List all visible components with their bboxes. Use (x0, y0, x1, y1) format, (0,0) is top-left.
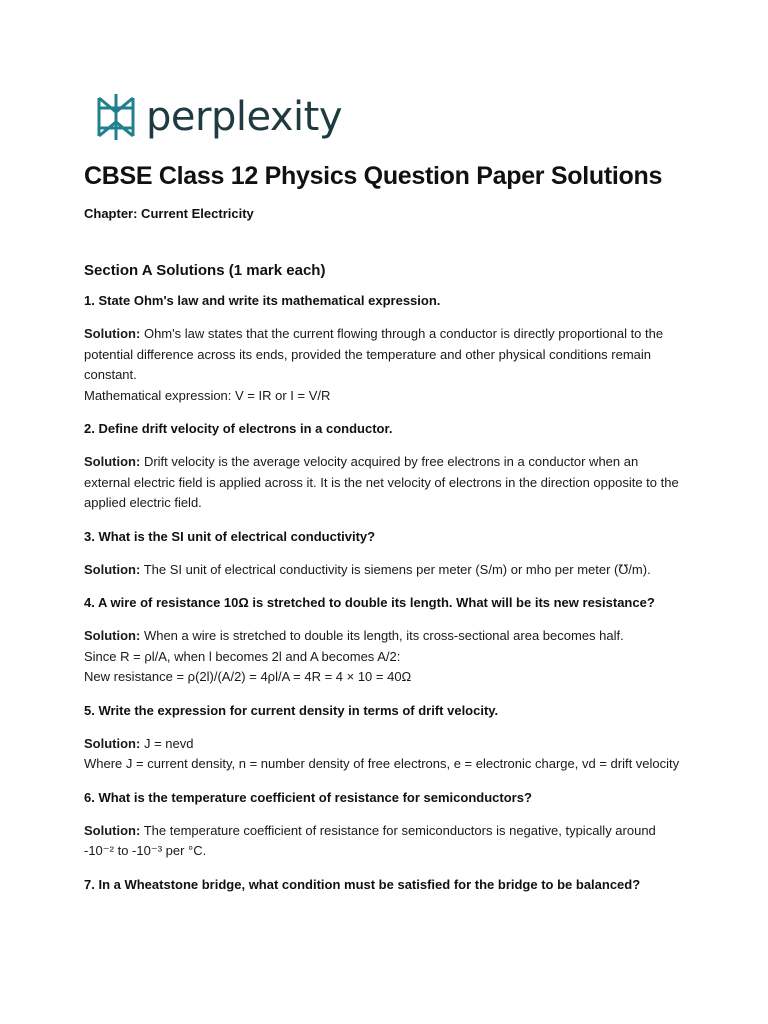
solution-body: Drift velocity is the average velocity acquired by free electrons in a conductor when an external electric field is applied across it. It is the net velocity of electrons in the direction opposite to the applied electric field. (84, 454, 679, 510)
qa-item (84, 789, 684, 862)
qa-item (84, 876, 684, 894)
solution-text (84, 324, 684, 406)
question-text: 4. A wire of resistance 10Ω is stretched to double its length. What will be its new resistance? (84, 595, 655, 610)
question-text: 6. What is the temperature coefficient of resistance for semiconductors? (84, 789, 532, 805)
solution-label: Solution: (84, 628, 141, 643)
question-text: 2. Define drift velocity of electrons in a conductor. (84, 421, 393, 436)
solution-label: Solution: (84, 822, 141, 838)
qa-item (84, 528, 684, 581)
qa-list (84, 292, 684, 894)
qa-item (84, 420, 684, 514)
question-text: 1. State Ohm's law and write its mathematical expression. (84, 293, 441, 308)
perplexity-logo (94, 92, 342, 142)
solution-label: Solution: (84, 454, 141, 469)
solution-extra-line: Where J = current density, n = number density of free electrons, e = electronic charge, vd = drift velocity (84, 756, 680, 771)
page-title: CBSE Class 12 Physics Question Paper Solutions (84, 162, 663, 190)
solution-extra-line: New resistance = ρ(2l)/(A/2) = 4ρl/A = 4R = 4 × 10 = 40Ω (84, 669, 412, 684)
qa-item (84, 594, 684, 688)
solution-body: When a wire is stretched to double its length, its cross-sectional area becomes half. (143, 628, 624, 643)
brand-name: perplexity (146, 94, 342, 140)
perplexity-logo-icon (94, 92, 138, 142)
solution-body: Ohm's law states that the current flowing through a conductor is directly proportional to the potential difference across its ends, provided the temperature and other physical conditions remain constant. (84, 326, 664, 382)
question-text: 3. What is the SI unit of electrical conductivity? (84, 528, 376, 544)
solution-extra-line: Since R = ρl/A, when l becomes 2l and A becomes A/2: (84, 648, 401, 664)
solution-text (84, 734, 684, 775)
solution-text (84, 560, 684, 581)
chapter-heading: Chapter: Current Electricity (84, 206, 254, 221)
solution-body: J = nevd (143, 735, 194, 751)
solution-label: Solution: (84, 735, 141, 751)
solution-label: Solution: (84, 561, 141, 577)
qa-item (84, 292, 684, 406)
solution-text (84, 452, 684, 514)
solution-label: Solution: (84, 326, 141, 341)
section-heading: Section A Solutions (1 mark each) (84, 262, 326, 279)
solution-extra-line: Mathematical expression: V = IR or I = V/R (84, 387, 331, 403)
solution-body: The temperature coefficient of resistance for semiconductors is negative, typically around -10⁻² to -10⁻³ per °C. (84, 822, 656, 858)
question-text: 7. In a Wheatstone bridge, what condition must be satisfied for the bridge to be balanced? (84, 876, 641, 892)
solution-text (84, 821, 684, 862)
solution-body: The SI unit of electrical conductivity is siemens per meter (S/m) or mho per meter (℧/m). (143, 561, 651, 577)
question-text: 5. Write the expression for current density in terms of drift velocity. (84, 702, 499, 718)
solution-text (84, 626, 684, 688)
qa-item (84, 702, 684, 775)
